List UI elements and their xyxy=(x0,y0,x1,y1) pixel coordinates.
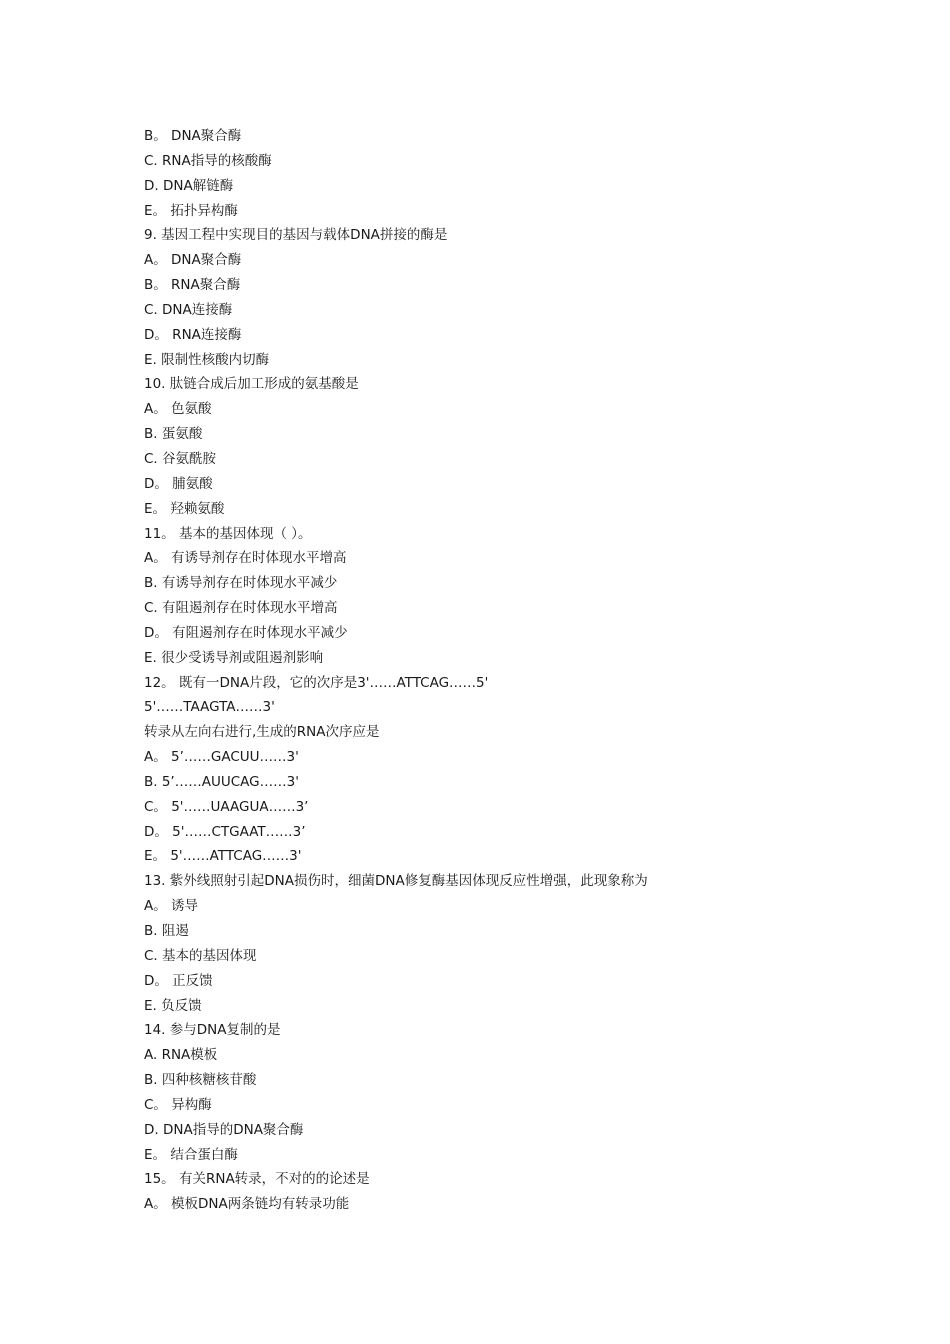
text-line: D。 5'……CTGAAT……3’ xyxy=(144,823,306,840)
text-line: D. DNA指导的DNA聚合酶 xyxy=(144,1121,304,1138)
text-line: C. DNA连接酶 xyxy=(144,301,233,318)
question-line: 12。 既有一DNA片段，它的次序是3'……ATTCAG……5' xyxy=(144,674,489,691)
text-line: A。 5’……GACUU……3' xyxy=(144,749,299,766)
text-line: C. RNA指导的核酸酶 xyxy=(144,152,272,169)
text-line: 5'……TAAGTA……3' xyxy=(144,699,275,716)
text-line: D。 RNA连接酶 xyxy=(144,326,242,343)
text-line: A。 模板DNA两条链均有转录功能 xyxy=(144,1196,350,1213)
text-line: C. 有阻遏剂存在时体现水平增高 xyxy=(144,600,338,617)
text-line: A。 色氨酸 xyxy=(144,401,212,418)
text-line: A。 诱导 xyxy=(144,898,199,915)
text-line: D。 有阻遏剂存在时体现水平减少 xyxy=(144,624,348,641)
question-line: 14. 参与DNA复制的是 xyxy=(144,1022,281,1039)
text-line: C。 异构酶 xyxy=(144,1096,212,1113)
text-line: D. DNA解链酶 xyxy=(144,177,234,194)
text-line: C。 5'……UAAGUA……3’ xyxy=(144,798,309,815)
text-line: B。 DNA聚合酶 xyxy=(144,128,242,144)
text-line: A. RNA模板 xyxy=(144,1047,218,1064)
question-line: 11。 基本的基因体现（ ）。 xyxy=(144,525,312,542)
text-line: E. 很少受诱导剂或阻遏剂影响 xyxy=(144,649,324,666)
text-line: A。 有诱导剂存在时体现水平增高 xyxy=(144,550,347,567)
text-line: C. 谷氨酰胺 xyxy=(144,450,217,467)
question-line: 10. 肽链合成后加工形成的氨基酸是 xyxy=(144,376,359,393)
text-line: D。 脯氨酸 xyxy=(144,475,213,492)
question-line: 13. 紫外线照射引起DNA损伤时，细菌DNA修复酶基因体现反应性增强，此现象称为 xyxy=(144,873,648,890)
text-line: B. 四种核糖核苷酸 xyxy=(144,1072,257,1089)
text-line: E. 负反馈 xyxy=(144,997,202,1014)
text-line: E. 限制性核酸内切酶 xyxy=(144,351,270,368)
text-line: 转录从左向右进行,生成的RNA次序应是 xyxy=(144,724,380,741)
question-line: 15。 有关RNA转录，不对的的论述是 xyxy=(144,1171,370,1188)
text-line: E。 结合蛋白酶 xyxy=(144,1146,238,1163)
text-line: E。 羟赖氨酸 xyxy=(144,500,225,517)
text-line: B. 阻遏 xyxy=(144,923,189,939)
question-line: 9. 基因工程中实现目的基因与载体DNA拼接的酶是 xyxy=(144,227,448,244)
text-line: E。 5'……ATTCAG……3' xyxy=(144,848,302,865)
text-line: D。 正反馈 xyxy=(144,972,213,989)
text-line: A。 DNA聚合酶 xyxy=(144,252,242,269)
document-body xyxy=(144,124,844,1217)
text-line: B. 蛋氨酸 xyxy=(144,426,203,443)
text-line: B。 RNA聚合酶 xyxy=(144,277,241,294)
text-line: B. 有诱导剂存在时体现水平减少 xyxy=(144,575,338,592)
text-line: E。 拓扑异构酶 xyxy=(144,202,238,219)
text-line: B. 5’……AUUCAG……3' xyxy=(144,773,299,790)
text-line: C. 基本的基因体现 xyxy=(144,947,257,964)
